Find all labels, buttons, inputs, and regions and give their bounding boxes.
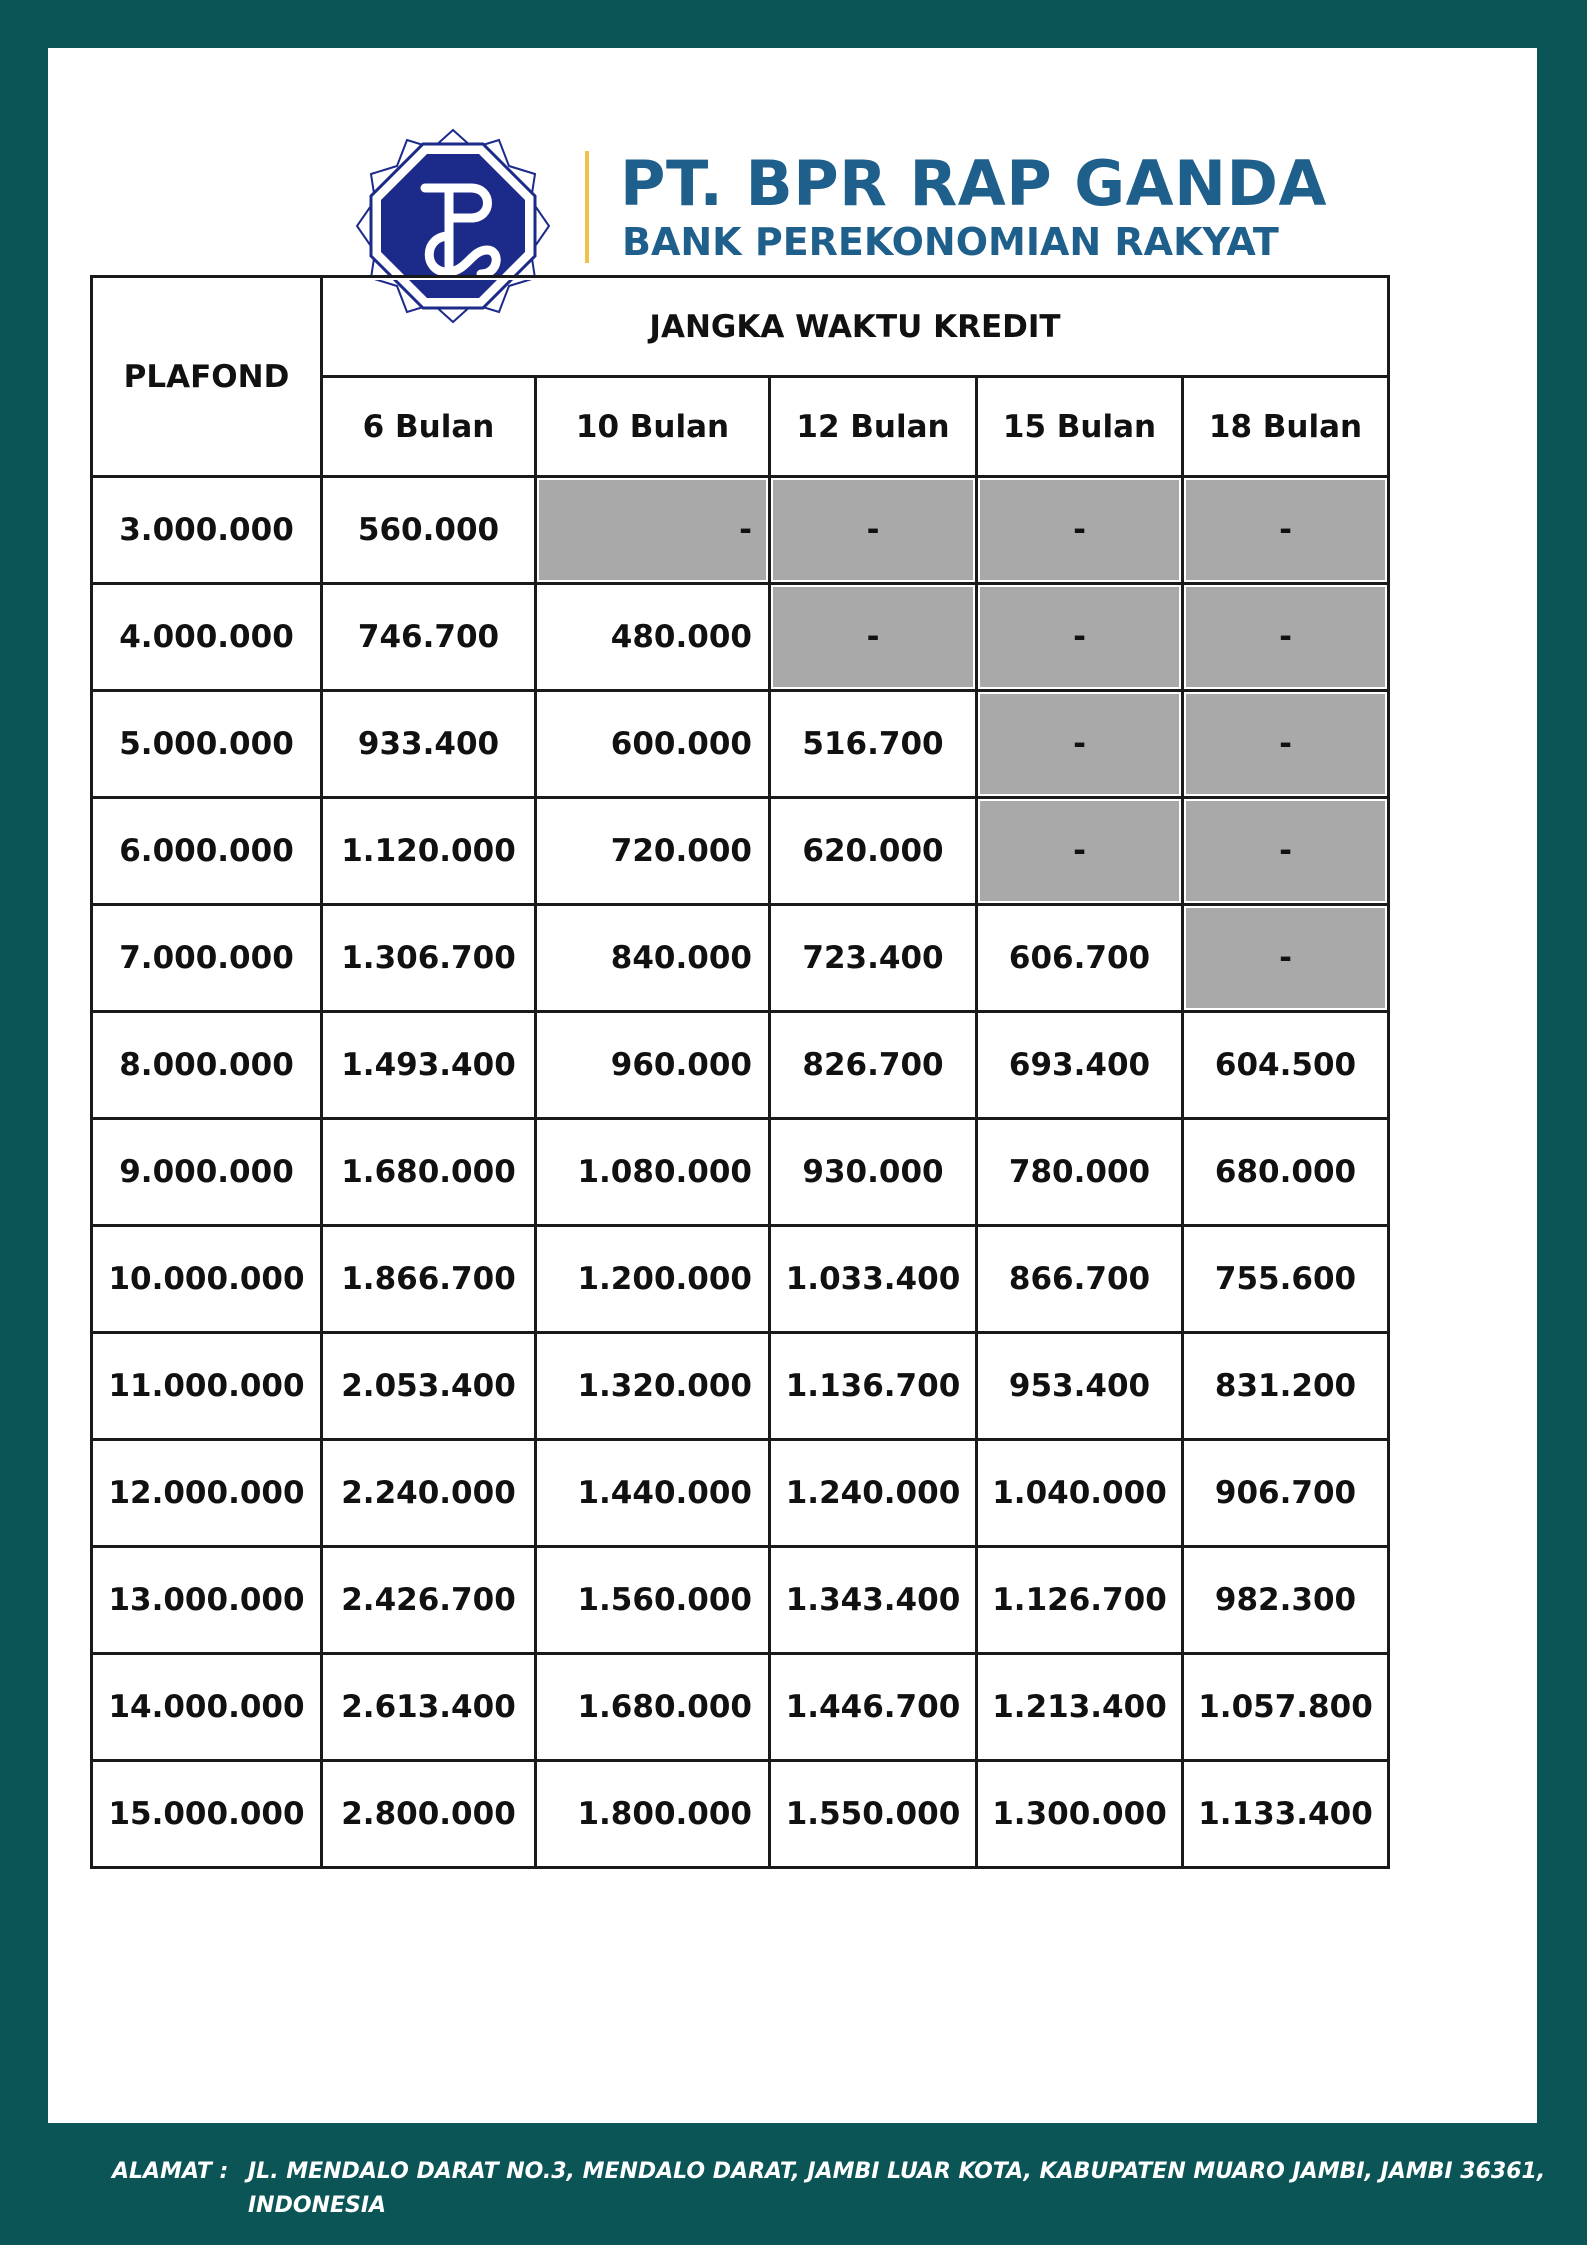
installment-cell: 2.053.400 [322, 1333, 536, 1440]
table-row [92, 1440, 1389, 1547]
installment-cell: 1.120.000 [322, 798, 536, 905]
installment-cell: 1.446.700 [770, 1654, 977, 1761]
table-row [92, 1012, 1389, 1119]
installment-cell: - [977, 691, 1183, 798]
installment-cell: 982.300 [1183, 1547, 1389, 1654]
plafond-header: PLAFOND [92, 277, 322, 477]
table-row [92, 1761, 1389, 1868]
plafond-cell: 6.000.000 [92, 798, 322, 905]
installment-cell: 1.343.400 [770, 1547, 977, 1654]
plafond-cell: 4.000.000 [92, 584, 322, 691]
installment-cell: 680.000 [1183, 1119, 1389, 1226]
plafond-cell: 10.000.000 [92, 1226, 322, 1333]
installment-cell: 720.000 [536, 798, 770, 905]
installment-cell: - [1183, 798, 1389, 905]
installment-cell: - [1183, 905, 1389, 1012]
installment-cell: 933.400 [322, 691, 536, 798]
plafond-cell: 13.000.000 [92, 1547, 322, 1654]
table-row [92, 1119, 1389, 1226]
installment-cell: 831.200 [1183, 1333, 1389, 1440]
installment-cell: 755.600 [1183, 1226, 1389, 1333]
installment-cell: 560.000 [322, 477, 536, 584]
installment-cell: 930.000 [770, 1119, 977, 1226]
plafond-cell: 8.000.000 [92, 1012, 322, 1119]
table-row [92, 1333, 1389, 1440]
term-header: 12 Bulan [770, 377, 977, 477]
installment-cell: 2.800.000 [322, 1761, 536, 1868]
term-group-header: JANGKA WAKTU KREDIT [322, 277, 1389, 377]
installment-cell: - [977, 798, 1183, 905]
installment-cell: 1.136.700 [770, 1333, 977, 1440]
installment-cell: 2.240.000 [322, 1440, 536, 1547]
installment-cell: - [770, 477, 977, 584]
installment-cell: 1.057.800 [1183, 1654, 1389, 1761]
header-divider [585, 151, 589, 263]
term-header: 15 Bulan [977, 377, 1183, 477]
installment-cell: 516.700 [770, 691, 977, 798]
installment-cell: 826.700 [770, 1012, 977, 1119]
installment-cell: 953.400 [977, 1333, 1183, 1440]
plafond-cell: 3.000.000 [92, 477, 322, 584]
term-header: 6 Bulan [322, 377, 536, 477]
installment-cell: - [1183, 584, 1389, 691]
term-header: 10 Bulan [536, 377, 770, 477]
installment-cell: 1.040.000 [977, 1440, 1183, 1547]
table-row [92, 691, 1389, 798]
plafond-cell: 14.000.000 [92, 1654, 322, 1761]
installment-cell: 1.213.400 [977, 1654, 1183, 1761]
installment-cell: 1.306.700 [322, 905, 536, 1012]
table-row [92, 1654, 1389, 1761]
plafond-cell: 11.000.000 [92, 1333, 322, 1440]
installment-cell: 1.080.000 [536, 1119, 770, 1226]
table-row [92, 477, 1389, 584]
installment-cell: 1.493.400 [322, 1012, 536, 1119]
installment-cell: 1.200.000 [536, 1226, 770, 1333]
installment-cell: - [1183, 691, 1389, 798]
installment-cell: 604.500 [1183, 1012, 1389, 1119]
installment-cell: 1.320.000 [536, 1333, 770, 1440]
plafond-cell: 12.000.000 [92, 1440, 322, 1547]
installment-cell: 1.866.700 [322, 1226, 536, 1333]
installment-cell: 1.440.000 [536, 1440, 770, 1547]
installment-cell: 780.000 [977, 1119, 1183, 1226]
installment-cell: 723.400 [770, 905, 977, 1012]
installment-cell: - [536, 477, 770, 584]
plafond-cell: 7.000.000 [92, 905, 322, 1012]
installment-cell: 1.240.000 [770, 1440, 977, 1547]
installment-cell: - [770, 584, 977, 691]
company-subtitle: BANK PEREKONOMIAN RAKYAT [622, 220, 1279, 264]
installment-cell: 1.550.000 [770, 1761, 977, 1868]
installment-cell: 2.426.700 [322, 1547, 536, 1654]
installment-cell: 1.560.000 [536, 1547, 770, 1654]
table-row [92, 584, 1389, 691]
installment-cell: 620.000 [770, 798, 977, 905]
installment-cell: 746.700 [322, 584, 536, 691]
plafond-cell: 15.000.000 [92, 1761, 322, 1868]
table-row [92, 798, 1389, 905]
table-row [92, 1226, 1389, 1333]
address-label: ALAMAT : [112, 2159, 229, 2184]
installment-cell: 1.680.000 [536, 1654, 770, 1761]
installment-cell: 960.000 [536, 1012, 770, 1119]
installment-cell: 906.700 [1183, 1440, 1389, 1547]
installment-cell: 480.000 [536, 584, 770, 691]
installment-cell: - [1183, 477, 1389, 584]
installment-cell: 866.700 [977, 1226, 1183, 1333]
table-row [92, 905, 1389, 1012]
installment-cell: 1.133.400 [1183, 1761, 1389, 1868]
installment-cell: 606.700 [977, 905, 1183, 1012]
installment-cell: 1.300.000 [977, 1761, 1183, 1868]
table-row [92, 1547, 1389, 1654]
installment-cell: 2.613.400 [322, 1654, 536, 1761]
installment-cell: 1.126.700 [977, 1547, 1183, 1654]
plafond-cell: 5.000.000 [92, 691, 322, 798]
installment-cell: 1.800.000 [536, 1761, 770, 1868]
plafond-cell: 9.000.000 [92, 1119, 322, 1226]
company-name: PT. BPR RAP GANDA [620, 147, 1327, 220]
installment-cell: 693.400 [977, 1012, 1183, 1119]
installment-cell: 1.033.400 [770, 1226, 977, 1333]
installment-cell: 1.680.000 [322, 1119, 536, 1226]
installment-cell: 600.000 [536, 691, 770, 798]
installment-table [90, 275, 1390, 1869]
term-header: 18 Bulan [1183, 377, 1389, 477]
installment-cell: 840.000 [536, 905, 770, 1012]
installment-cell: - [977, 477, 1183, 584]
address-text: JL. MENDALO DARAT NO.3, MENDALO DARAT, JAMBI LUAR KOTA, KABUPATEN MUARO JAMBI, JAMBI 36361, INDONESIA [248, 2159, 1546, 2218]
installment-cell: - [977, 584, 1183, 691]
